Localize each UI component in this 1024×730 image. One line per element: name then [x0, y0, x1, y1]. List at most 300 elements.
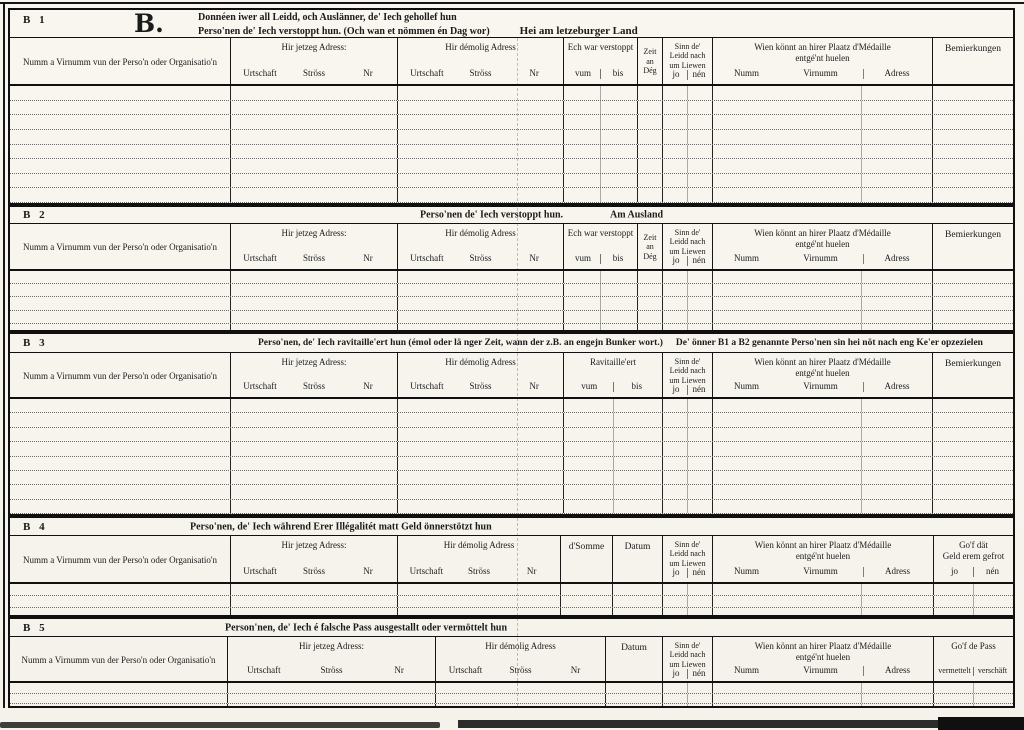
cell-former-address	[397, 596, 560, 607]
cell-former-address	[397, 284, 563, 296]
subcell-divider	[687, 500, 712, 513]
cell-ravitailleert	[563, 485, 662, 498]
subcell-divider	[861, 188, 932, 202]
subheader-numm: Numm	[733, 566, 759, 577]
subcell	[934, 704, 973, 706]
medal-line2: entgé'nt huelen	[795, 652, 851, 663]
subcell	[564, 115, 600, 129]
alive-line3: um Liewen	[669, 60, 706, 70]
medal-subheaders	[715, 666, 931, 678]
col-header-zeit-an-deg	[637, 224, 662, 269]
cell-current-address	[230, 101, 397, 115]
cell-current-address	[227, 704, 435, 706]
cell-alive	[662, 86, 712, 100]
subcell	[663, 442, 687, 455]
subcell	[564, 471, 613, 484]
section-b3-title	[258, 338, 983, 348]
subheader-adress: Adress	[863, 69, 930, 79]
subheader-vum: vum	[581, 381, 598, 392]
subcell	[564, 86, 600, 100]
cell-medal	[712, 174, 932, 188]
cell-alive	[662, 596, 712, 607]
cell-name	[10, 130, 230, 144]
subcell	[776, 130, 861, 144]
col-header-medal-recipient	[712, 353, 932, 397]
subcell	[564, 174, 600, 188]
subcell-divider	[687, 596, 712, 607]
cell-former-address	[435, 694, 605, 704]
cell-zeit	[637, 115, 662, 129]
cell-hidden-period	[563, 130, 637, 144]
datum-label: Datum	[624, 542, 651, 552]
cell-former-address	[397, 145, 563, 159]
cell-datum	[612, 584, 662, 595]
table-row	[10, 457, 1013, 471]
medal-line2: entgé'nt huelen	[795, 53, 850, 64]
subheader-stross: Ströss	[320, 665, 343, 676]
subheader-virnumm: Virnumm	[803, 566, 838, 577]
subheader-stross: Ströss	[302, 381, 325, 392]
subheader-numm: Numm	[733, 68, 759, 79]
subcell-divider	[600, 271, 637, 283]
subcell-divider	[600, 297, 637, 309]
cell-hidden-period	[563, 311, 637, 323]
subcell	[663, 471, 687, 484]
cell-current-address	[230, 86, 397, 100]
subcell	[776, 596, 861, 607]
cell-medal	[712, 145, 932, 159]
cell-somme	[560, 608, 612, 615]
subcell-divider	[613, 500, 663, 513]
cell-pass	[933, 704, 1013, 706]
cell-medal	[712, 324, 932, 330]
cell-remarks	[932, 159, 1013, 173]
subcell	[663, 704, 687, 706]
subcell-divider	[687, 311, 712, 323]
remarks-label: Bemierkungen	[945, 230, 1001, 240]
alive-line1: Sinn de'	[674, 540, 701, 549]
subcell-divider	[861, 471, 932, 484]
subcell	[713, 694, 776, 704]
subcell	[713, 174, 776, 188]
col-header-somme	[560, 536, 612, 582]
cell-current-address	[230, 271, 397, 283]
cell-zeit	[637, 101, 662, 115]
ravitailleert-label: Ravitaille'ert	[589, 357, 637, 367]
former-address-subheaders	[400, 567, 558, 579]
col-header-money-returned	[933, 536, 1013, 582]
table-row	[10, 413, 1013, 427]
cell-name	[10, 284, 230, 296]
col-header-medal-recipient	[712, 38, 932, 84]
subcell-divider	[687, 471, 712, 484]
section-b1	[8, 8, 1015, 205]
section-id: B 5	[23, 621, 48, 634]
subcell-divider	[613, 485, 663, 498]
current-address-subheaders	[233, 382, 395, 394]
subcell-divider	[600, 159, 637, 173]
subcell	[776, 608, 861, 615]
subcell	[663, 324, 687, 330]
subcell	[663, 608, 687, 615]
cell-former-address	[397, 428, 563, 441]
cell-money-returned	[933, 584, 1013, 595]
scan-smudge	[0, 722, 440, 728]
col-header-datum	[612, 536, 662, 582]
cell-former-address	[397, 584, 560, 595]
subheader-numm: Numm	[733, 665, 759, 676]
subheader-urtschaft: Urtschaft	[243, 253, 277, 264]
table-row	[10, 704, 1013, 706]
section-b2	[8, 205, 1015, 332]
medal-line1: Wien könnt an hirer Plaatz d'Médaille	[754, 641, 892, 651]
col-header-name	[10, 637, 227, 681]
cell-current-address	[230, 115, 397, 129]
subcell-divider	[973, 704, 1013, 706]
subcell	[663, 159, 687, 173]
cell-remarks	[932, 413, 1013, 426]
still-alive-label	[665, 641, 710, 669]
subcell-divider	[861, 704, 933, 706]
subheader-nr: Nr	[529, 381, 539, 392]
col-header-datum	[605, 637, 662, 681]
subheader-nr: Nr	[529, 253, 539, 264]
section-b2-header-row	[10, 224, 1013, 271]
subcell-divider	[861, 159, 932, 173]
cell-hidden-period	[563, 188, 637, 202]
col-header-medal-recipient	[712, 224, 932, 269]
section-b2-body	[10, 271, 1013, 330]
table-row	[10, 188, 1013, 203]
subcell	[934, 596, 973, 607]
subcell	[564, 442, 613, 455]
cell-remarks	[932, 145, 1013, 159]
medal-subheaders	[715, 567, 931, 579]
former-address-label: Hir démolig Adress	[445, 357, 516, 367]
subheader-stross: Ströss	[469, 68, 492, 79]
cell-datum	[612, 608, 662, 615]
scan-frame-left-line	[3, 2, 5, 708]
cell-former-address	[397, 457, 563, 470]
cell-current-address	[230, 442, 397, 455]
subcell-divider	[687, 485, 712, 498]
form-intro	[198, 12, 638, 38]
cell-name	[10, 428, 230, 441]
section-b1-body	[10, 86, 1013, 203]
col-header-current-address	[230, 224, 397, 269]
cell-former-address	[397, 174, 563, 188]
col-header-still-alive	[662, 224, 712, 269]
subheader-stross: Ströss	[469, 381, 492, 392]
subcell	[776, 86, 861, 100]
subcell	[776, 694, 861, 704]
subcell	[713, 413, 776, 426]
cell-current-address	[230, 596, 397, 607]
section-id: B 3	[23, 337, 48, 349]
subcell	[663, 457, 687, 470]
cell-zeit	[637, 324, 662, 330]
subcell-divider	[973, 584, 1013, 595]
table-row	[10, 174, 1013, 189]
cell-alive	[662, 457, 712, 470]
subcell-divider	[687, 86, 712, 100]
section-b4-body	[10, 584, 1013, 615]
table-row	[10, 442, 1013, 456]
subcell	[564, 159, 600, 173]
table-row	[10, 297, 1013, 310]
cell-somme	[560, 596, 612, 607]
cell-medal	[712, 608, 933, 615]
subheader-nen: nén	[687, 256, 710, 266]
alive-line3: um Liewen	[669, 375, 706, 385]
subcell	[713, 145, 776, 159]
hidden-period-subheaders	[566, 69, 635, 81]
subcell	[776, 428, 861, 441]
form-letter: B.	[134, 9, 164, 38]
cell-former-address	[397, 500, 563, 513]
table-row	[10, 284, 1013, 297]
cell-alive	[662, 608, 712, 615]
subcell	[776, 442, 861, 455]
subcell-divider	[861, 413, 932, 426]
intro-emphasis: Hei am letzeburger Land	[519, 24, 638, 37]
cell-alive	[662, 694, 712, 704]
cell-medal	[712, 284, 932, 296]
cell-remarks	[932, 471, 1013, 484]
subcell	[663, 115, 687, 129]
cell-money-returned	[933, 608, 1013, 615]
subcell	[776, 115, 861, 129]
cell-alive	[662, 428, 712, 441]
subheader-urtschaft: Urtschaft	[410, 253, 444, 264]
cell-name	[10, 311, 230, 323]
col-header-ravitailleert	[563, 353, 662, 397]
alive-line3: um Liewen	[669, 246, 706, 256]
medal-label	[715, 357, 930, 380]
subcell	[713, 442, 776, 455]
cell-name	[10, 101, 230, 115]
subheader-bis: bis	[600, 69, 635, 79]
subcell-divider	[861, 457, 932, 470]
subcell	[663, 297, 687, 309]
table-row	[10, 608, 1013, 615]
cell-medal	[712, 86, 932, 100]
cell-name	[10, 271, 230, 283]
subcell-divider	[861, 174, 932, 188]
subcell-divider	[687, 457, 712, 470]
subheader-jo: jo	[672, 668, 680, 679]
cell-former-address	[397, 271, 563, 283]
subheader-urtschaft: Urtschaft	[247, 665, 281, 676]
subheader-adress: Adress	[863, 382, 930, 392]
cell-name	[10, 399, 230, 412]
money-returned-label	[936, 540, 1011, 563]
cell-medal	[712, 297, 932, 309]
subcell-divider	[600, 86, 637, 100]
subcell	[663, 399, 687, 412]
subcell	[713, 428, 776, 441]
col-header-remarks	[932, 353, 1013, 397]
col-header-still-alive	[662, 637, 712, 681]
table-row	[10, 694, 1013, 705]
col-header-name	[10, 536, 230, 582]
table-row	[10, 471, 1013, 485]
cell-current-address	[230, 500, 397, 513]
intro-line1: Donnéen iwer all Leidd, och Auslänner, de' Iech gehollef hun	[198, 12, 457, 23]
cell-alive	[662, 271, 712, 283]
subcell	[564, 500, 613, 513]
cell-medal	[712, 457, 932, 470]
subcell-divider	[613, 442, 663, 455]
cell-remarks	[932, 115, 1013, 129]
subcell	[776, 584, 861, 595]
col-header-medal-recipient	[712, 536, 933, 582]
section-b5-title-row	[10, 619, 1013, 637]
subheader-stross: Ströss	[469, 253, 492, 264]
col-header-still-alive	[662, 38, 712, 84]
subcell-divider	[861, 86, 932, 100]
cell-former-address	[397, 324, 563, 330]
cell-zeit	[637, 271, 662, 283]
subheader-numm: Numm	[733, 381, 759, 392]
subheader-jo: jo	[950, 566, 958, 577]
subcell	[713, 86, 776, 100]
subcell-divider	[973, 596, 1013, 607]
cell-pass	[933, 694, 1013, 704]
col-header-name-label: Numm a Virnumm vun der Perso'n oder Organisatio'n	[22, 242, 218, 252]
cell-medal	[712, 428, 932, 441]
subcell-divider	[600, 145, 637, 159]
section-b4-header-row	[10, 536, 1013, 584]
cell-current-address	[227, 683, 435, 693]
subcell	[713, 596, 776, 607]
cell-current-address	[230, 485, 397, 498]
cell-ravitailleert	[563, 471, 662, 484]
cell-medal	[712, 596, 933, 607]
subheader-stross: Ströss	[468, 566, 491, 577]
section-b2-subtitle: Am Ausland	[610, 209, 664, 221]
cell-ravitailleert	[563, 442, 662, 455]
subcell	[776, 704, 861, 706]
alive-line1: Sinn de'	[674, 357, 701, 366]
subcell	[713, 683, 776, 693]
current-address-subheaders	[233, 567, 395, 579]
section-b4	[8, 516, 1015, 617]
subcell	[776, 500, 861, 513]
cell-current-address	[230, 413, 397, 426]
cell-former-address	[397, 442, 563, 455]
subheader-bis: bis	[600, 254, 635, 264]
subcell	[663, 86, 687, 100]
pass-subheaders	[936, 667, 1011, 678]
cell-former-address	[397, 86, 563, 100]
col-header-name-label: Numm a Virnumm vun der Perso'n oder Organisatio'n	[22, 370, 218, 381]
cell-medal	[712, 485, 932, 498]
subcell-divider	[600, 324, 637, 330]
subcell	[713, 297, 776, 309]
table-row	[10, 115, 1013, 130]
section-b5-body	[10, 683, 1013, 706]
section-b3-title-part2: De' önner B1 a B2 genannte Perso'nen sin hei nöt nach eng Ke'er opzezielen	[675, 338, 983, 348]
cell-alive	[662, 174, 712, 188]
cell-current-address	[230, 399, 397, 412]
subheader-vum: vum	[574, 68, 591, 79]
cell-alive	[662, 399, 712, 412]
subcell	[663, 284, 687, 296]
col-header-name-label: Numm a Virnumm vun der Perso'n oder Organisatio'n	[22, 56, 218, 67]
medal-line1: Wien könnt an hirer Plaatz d'Médaille	[754, 540, 892, 550]
cell-ravitailleert	[563, 413, 662, 426]
cell-remarks	[932, 500, 1013, 513]
subcell-divider	[861, 101, 932, 115]
subcell	[776, 471, 861, 484]
cell-name	[10, 683, 227, 693]
paper-crease-line	[517, 38, 518, 706]
subcell-divider	[861, 596, 933, 607]
table-row	[10, 311, 1013, 324]
alive-line3: um Liewen	[669, 659, 706, 669]
cell-alive	[662, 115, 712, 129]
subcell	[564, 130, 600, 144]
cell-alive	[662, 130, 712, 144]
subheader-numm: Numm	[733, 253, 759, 264]
subcell	[663, 500, 687, 513]
datum-label: Datum	[621, 643, 647, 653]
col-header-current-address	[230, 536, 397, 582]
cell-ravitailleert	[563, 428, 662, 441]
cell-hidden-period	[563, 86, 637, 100]
section-b3-header-row	[10, 353, 1013, 399]
subcell	[663, 130, 687, 144]
subheader-stross: Ströss	[302, 68, 325, 79]
subcell-divider	[687, 297, 712, 309]
subcell	[663, 584, 687, 595]
cell-hidden-period	[563, 284, 637, 296]
cell-pass	[933, 683, 1013, 693]
subheader-urtschaft: Urtschaft	[448, 665, 483, 676]
remarks-label: Bemierkungen	[945, 44, 1001, 54]
subcell-divider	[687, 159, 712, 173]
subheader-nen: nén	[687, 669, 710, 679]
section-b3-title-part1: Perso'nen, de' Iech ravitaille'ert hun (émol oder lä nger Zeit, wann der z.B. an engejn Bunker wort.)	[258, 338, 663, 348]
subcell-divider	[861, 485, 932, 498]
subcell-divider	[861, 284, 932, 296]
subheader-nr: Nr	[570, 665, 581, 676]
current-address-label: Hir jetzeg Adress:	[281, 540, 347, 550]
still-alive-subheaders	[665, 70, 710, 82]
subcell	[564, 101, 600, 115]
subcell-divider	[687, 324, 712, 330]
cell-medal	[712, 413, 932, 426]
subheader-stross: Ströss	[509, 665, 532, 676]
col-header-former-address	[435, 637, 605, 681]
subcell-divider	[687, 271, 712, 283]
subheader-nr: Nr	[363, 381, 373, 392]
subcell	[934, 694, 973, 704]
cell-alive	[662, 485, 712, 498]
subheader-urtschaft: Urtschaft	[243, 566, 277, 577]
subheader-urtschaft: Urtschaft	[243, 381, 277, 392]
alive-line1: Sinn de'	[674, 42, 701, 51]
medal-line2: entgé'nt huelen	[795, 239, 850, 250]
section-b2-title: Perso'nen de' Iech verstoppt hun.	[420, 209, 564, 221]
subcell	[776, 457, 861, 470]
subcell-divider	[861, 324, 932, 330]
section-b4-title: Perso'nen, de' Iech während Erer Illégalitét matt Geld önnerstötzt hun	[190, 521, 492, 532]
table-row	[10, 584, 1013, 596]
subcell	[713, 608, 776, 615]
subheader-adress: Adress	[863, 567, 931, 577]
